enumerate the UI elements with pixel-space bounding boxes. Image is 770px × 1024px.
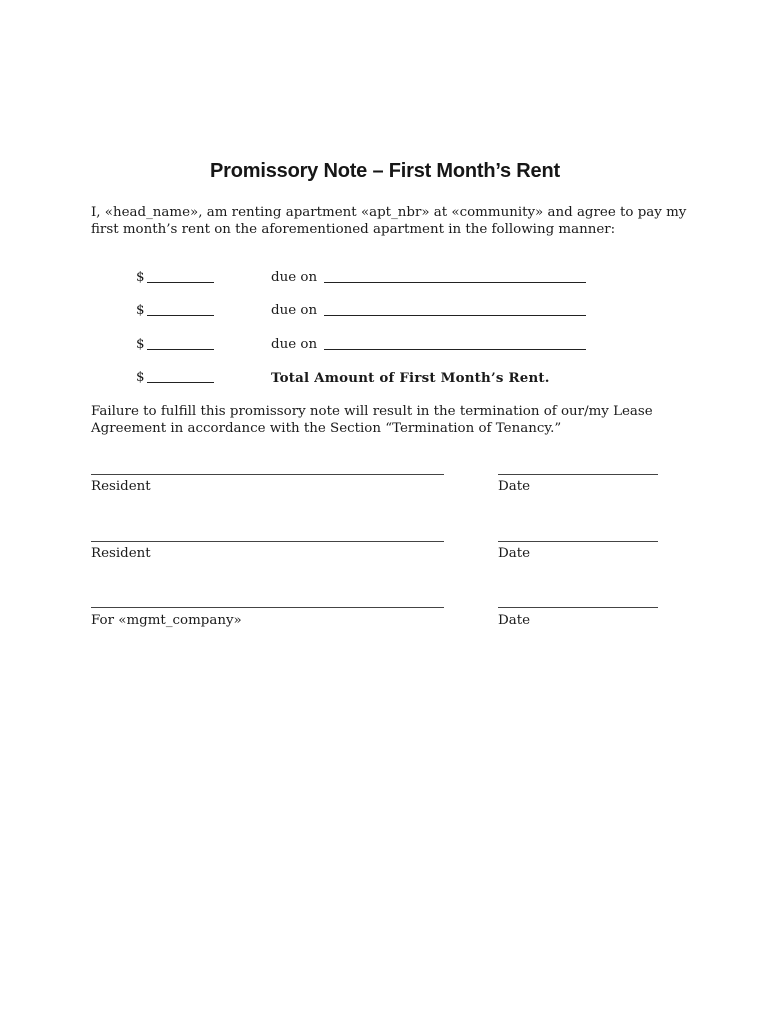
date-line-1[interactable] bbox=[498, 474, 658, 475]
payment-row-2 bbox=[136, 302, 596, 320]
amount-blank-line bbox=[147, 382, 214, 383]
total-row bbox=[136, 369, 596, 387]
amount-blank-line bbox=[147, 315, 214, 316]
payment-row-3 bbox=[136, 336, 596, 354]
total-amount-field[interactable] bbox=[136, 369, 214, 387]
document-title: Promissory Note – First Month’s Rent bbox=[210, 160, 560, 182]
amount-field-1[interactable] bbox=[136, 269, 214, 287]
amount-field-3[interactable] bbox=[136, 336, 214, 354]
due-date-field-1[interactable] bbox=[324, 282, 586, 283]
currency-symbol: $ bbox=[136, 337, 145, 352]
intro-line-1: I, «head_name», am renting apartment «apt_nbr» at «community» and agree to pay my bbox=[91, 205, 687, 220]
currency-symbol: $ bbox=[136, 303, 145, 318]
date-label-1: Date bbox=[498, 479, 531, 494]
due-date-field-2[interactable] bbox=[324, 315, 586, 316]
signature-label-3: For «mgmt_company» bbox=[91, 613, 242, 628]
amount-blank-line bbox=[147, 349, 214, 350]
date-line-2[interactable] bbox=[498, 541, 658, 542]
date-label-2: Date bbox=[498, 546, 531, 561]
failure-line-2: Agreement in accordance with the Section “Termination of Tenancy.” bbox=[91, 421, 562, 436]
intro-line-2: first month’s rent on the aforementioned apartment in the following manner: bbox=[91, 222, 616, 237]
payment-row-1 bbox=[136, 269, 596, 287]
failure-paragraph bbox=[91, 403, 691, 437]
date-label-3: Date bbox=[498, 613, 531, 628]
due-on-label: due on bbox=[271, 337, 318, 352]
date-line-3[interactable] bbox=[498, 607, 658, 608]
company-signature-line[interactable] bbox=[91, 607, 444, 608]
amount-blank-line bbox=[147, 282, 214, 283]
resident-signature-line-1[interactable] bbox=[91, 474, 444, 475]
due-date-field-3[interactable] bbox=[324, 349, 586, 350]
currency-symbol: $ bbox=[136, 270, 145, 285]
resident-signature-line-2[interactable] bbox=[91, 541, 444, 542]
amount-field-2[interactable] bbox=[136, 302, 214, 320]
total-label: Total Amount of First Month’s Rent. bbox=[271, 370, 550, 386]
intro-paragraph bbox=[91, 204, 691, 238]
signature-label-1: Resident bbox=[91, 479, 151, 494]
currency-symbol: $ bbox=[136, 370, 145, 385]
signature-label-2: Resident bbox=[91, 546, 151, 561]
due-on-label: due on bbox=[271, 270, 318, 285]
due-on-label: due on bbox=[271, 303, 318, 318]
failure-line-1: Failure to fulfill this promissory note will result in the termination of our/my Lease bbox=[91, 404, 653, 419]
